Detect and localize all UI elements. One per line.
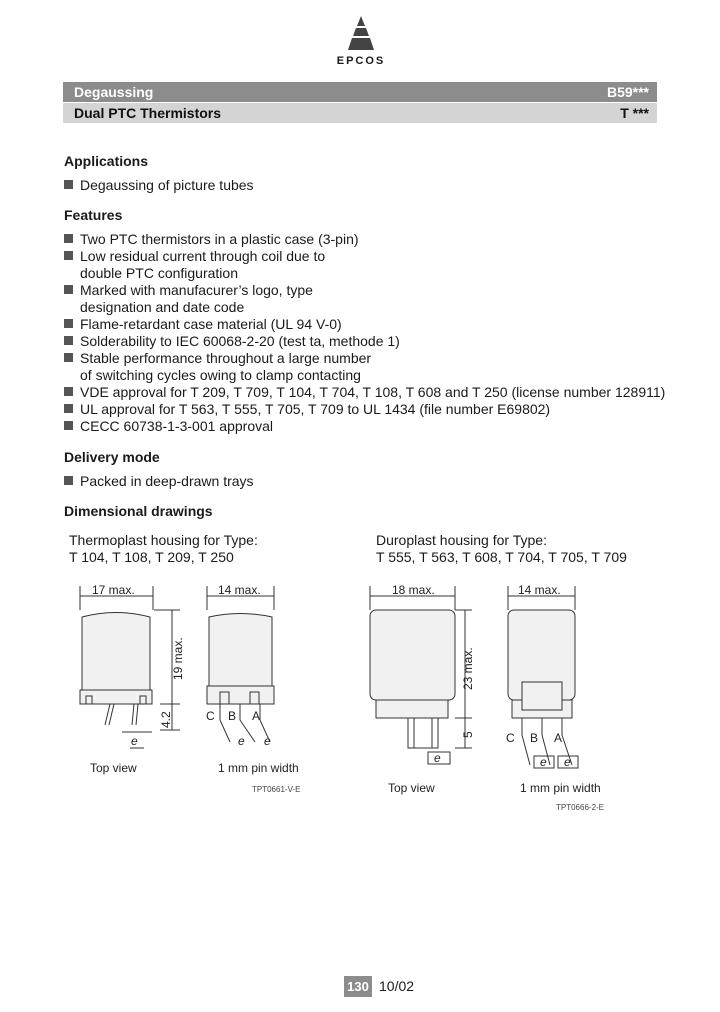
pin-width-label: 1 mm pin width (520, 781, 601, 795)
dimensional-heading: Dimensional drawings (64, 503, 213, 519)
dim-18-label: 18 max. (392, 583, 435, 597)
pin-e-label: e (434, 751, 441, 765)
dim-14-label: 14 max. (518, 583, 561, 597)
delivery-heading: Delivery mode (64, 449, 160, 465)
logo-text: EPCOS (336, 55, 386, 67)
list-item: UL approval for T 563, T 555, T 705, T 709 to UL 1434 (file number E69802) (64, 401, 550, 418)
list-item: Solderability to IEC 60068-2-20 (test ta, methode 1) (64, 333, 400, 350)
issue-date: 10/02 (379, 978, 415, 994)
applications-heading: Applications (64, 153, 149, 169)
dim-17-label: 17 max. (92, 583, 135, 597)
header-bar-primary (63, 82, 657, 102)
pin-b-label: B (228, 709, 237, 723)
list-item: VDE approval for T 209, T 709, T 104, T 704, T 108, T 608 and T 250 (license number 128911) (64, 384, 665, 401)
header-bar-secondary (63, 103, 657, 123)
list-item: Low residual current through coil due to (64, 248, 325, 265)
left-ref-label: TPT0661-V-E (252, 785, 301, 794)
list-item-cont: double PTC configuration (80, 265, 238, 281)
dim-5-label: 5 (461, 731, 475, 738)
features-heading: Features (64, 207, 123, 223)
header-code: B59*** (606, 84, 649, 100)
header-subcode: T *** (620, 105, 649, 121)
list-item: CECC 60738-1-3-001 approval (64, 418, 273, 435)
top-view-label: Top view (388, 781, 435, 795)
pin-a-label: A (252, 709, 261, 723)
pin-e-label: e (238, 734, 245, 748)
pin-c-label: C (506, 731, 515, 745)
left-caption-2: T 104, T 108, T 209, T 250 (69, 549, 234, 565)
right-caption-1: Duroplast housing for Type: (376, 532, 547, 548)
page-number: 130 (344, 976, 372, 997)
list-item: Stable performance throughout a large number (64, 350, 371, 367)
dim-19-label: 19 max. (171, 637, 185, 680)
pin-width-label: 1 mm pin width (218, 761, 299, 775)
dim-23-label: 23 max. (461, 647, 475, 690)
pin-e-label: e (131, 734, 138, 748)
top-view-label: Top view (90, 761, 137, 775)
list-item-cont: designation and date code (80, 299, 245, 315)
pin-e-label: e (564, 755, 571, 769)
header-subtitle: Dual PTC Thermistors (74, 105, 222, 121)
thermoplast-front-view (80, 583, 185, 775)
list-item: Two PTC thermistors in a plastic case (3-pin) (64, 231, 359, 248)
pin-c-label: C (206, 709, 215, 723)
epcos-triangle-icon (341, 14, 381, 54)
list-item: Packed in deep-drawn trays (64, 473, 254, 490)
right-ref-label: TPT0666-2-E (556, 803, 605, 812)
dim-42-label: 4.2 (159, 711, 173, 728)
pin-b-label: B (530, 731, 539, 745)
list-item-cont: of switching cycles owing to clamp contacting (80, 367, 361, 383)
dimensional-drawings (60, 570, 660, 820)
epcos-logo (326, 14, 396, 72)
dim-14-label: 14 max. (218, 583, 261, 597)
list-item: Flame-retardant case material (UL 94 V-0) (64, 316, 342, 333)
left-caption-1: Thermoplast housing for Type: (69, 532, 258, 548)
thermoplast-side-view (206, 583, 300, 794)
duroplast-side-view (506, 583, 604, 812)
pin-e-label: e (540, 755, 547, 769)
pin-a-label: A (554, 731, 563, 745)
right-caption-2: T 555, T 563, T 608, T 704, T 705, T 709 (376, 549, 627, 565)
duroplast-front-view (370, 583, 475, 795)
pin-e-label: e (264, 734, 271, 748)
header-title: Degaussing (74, 84, 154, 100)
list-item: Marked with manufacurer’s logo, type (64, 282, 313, 299)
list-item: Degaussing of picture tubes (64, 177, 254, 194)
